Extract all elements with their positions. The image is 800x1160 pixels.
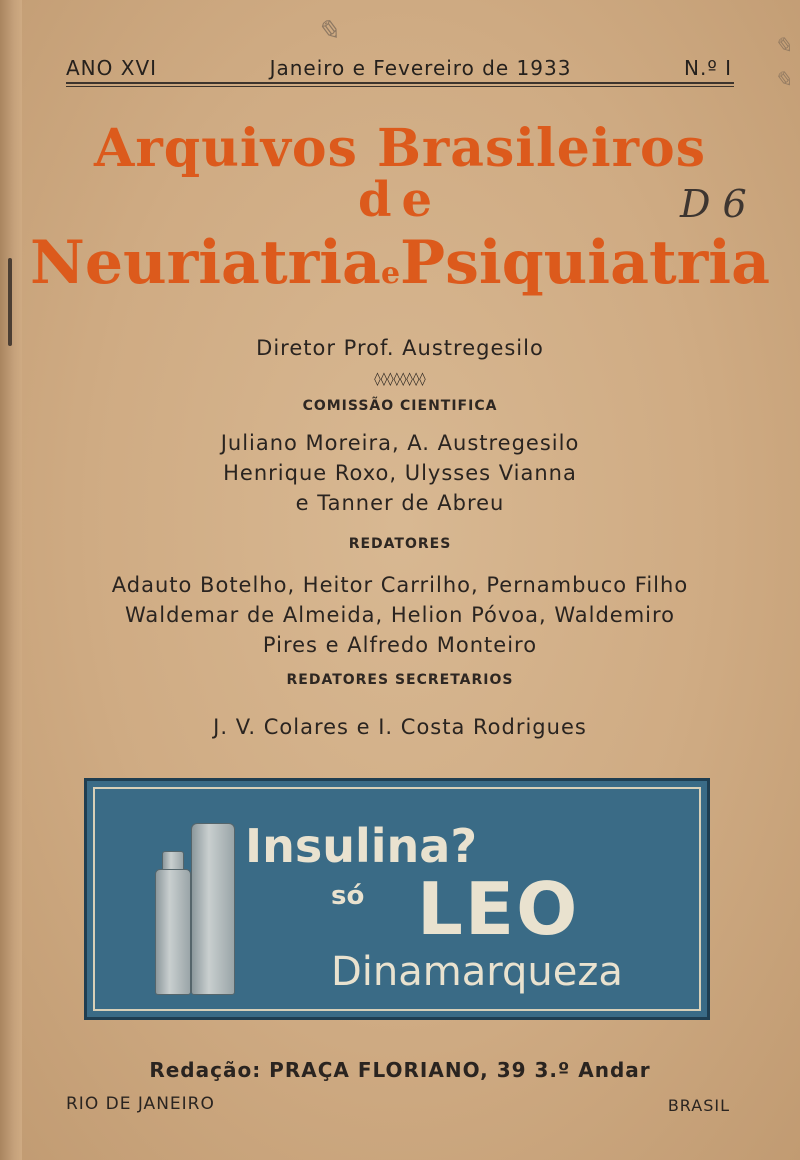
director-line: Diretor Prof. Austregesilo — [256, 336, 544, 360]
editors-names — [0, 570, 800, 660]
issue-header — [66, 56, 732, 80]
name-line: Juliano Moreira, A. Austregesilo — [220, 431, 580, 455]
title-word-psiquiatria: Psiquiatria — [400, 228, 770, 298]
editors-heading: REDATORES — [348, 536, 452, 552]
insulin-advertisement — [84, 778, 710, 1020]
insulin-tube-icon — [191, 823, 235, 995]
header-rule-thin — [66, 86, 734, 87]
volume-year: ANO XVI — [66, 56, 158, 80]
issue-number: N.º I — [684, 56, 732, 80]
secretaries-names: J. V. Colares e I. Costa Rodrigues — [213, 715, 587, 739]
secretaries-heading: REDATORES SECRETARIOS — [286, 672, 514, 688]
issue-date: Janeiro e Fevereiro de 1933 — [269, 56, 572, 80]
ad-brand: LEO — [417, 867, 580, 951]
name-line: Waldemar de Almeida, Helion Póvoa, Waldemiro — [124, 603, 676, 627]
scientific-committee-heading: COMISSÃO CIENTIFICA — [302, 398, 498, 414]
title-line-3 — [0, 228, 800, 298]
ornament-divider: ◊◊◊◊◊◊◊◊ — [374, 372, 426, 387]
insulin-vial-icon — [155, 869, 191, 995]
ad-only-word: só — [331, 881, 365, 911]
handwritten-scribble-top: ✎ — [316, 14, 340, 47]
header-rule — [66, 82, 734, 84]
name-line: Adauto Botelho, Heitor Carrilho, Pernambuco Filho — [111, 573, 689, 597]
title-conjunction: e — [380, 256, 401, 291]
name-line: Henrique Roxo, Ulysses Vianna — [223, 461, 577, 485]
footer-city: RIO DE JANEIRO — [66, 1094, 215, 1114]
footer-country: BRASIL — [667, 1096, 730, 1115]
title-word-neuriatria: Neuriatria — [30, 228, 381, 298]
editorial-address: Redação: PRAÇA FLORIANO, 39 3.º Andar — [149, 1058, 651, 1082]
ad-headline: Insulina? — [245, 819, 477, 873]
ad-frame — [93, 787, 701, 1011]
title-line-2: de — [357, 172, 443, 228]
name-line: Pires e Alfredo Monteiro — [262, 633, 538, 657]
handwritten-marginal-notes: ✎ ✎ — [773, 34, 792, 93]
handwritten-call-number: D 6 — [680, 182, 747, 226]
scientific-committee-names — [0, 428, 800, 518]
ad-origin: Dinamarqueza — [331, 949, 623, 995]
title-line-1: Arquivos Brasileiros — [94, 118, 706, 179]
name-line: e Tanner de Abreu — [295, 491, 505, 515]
